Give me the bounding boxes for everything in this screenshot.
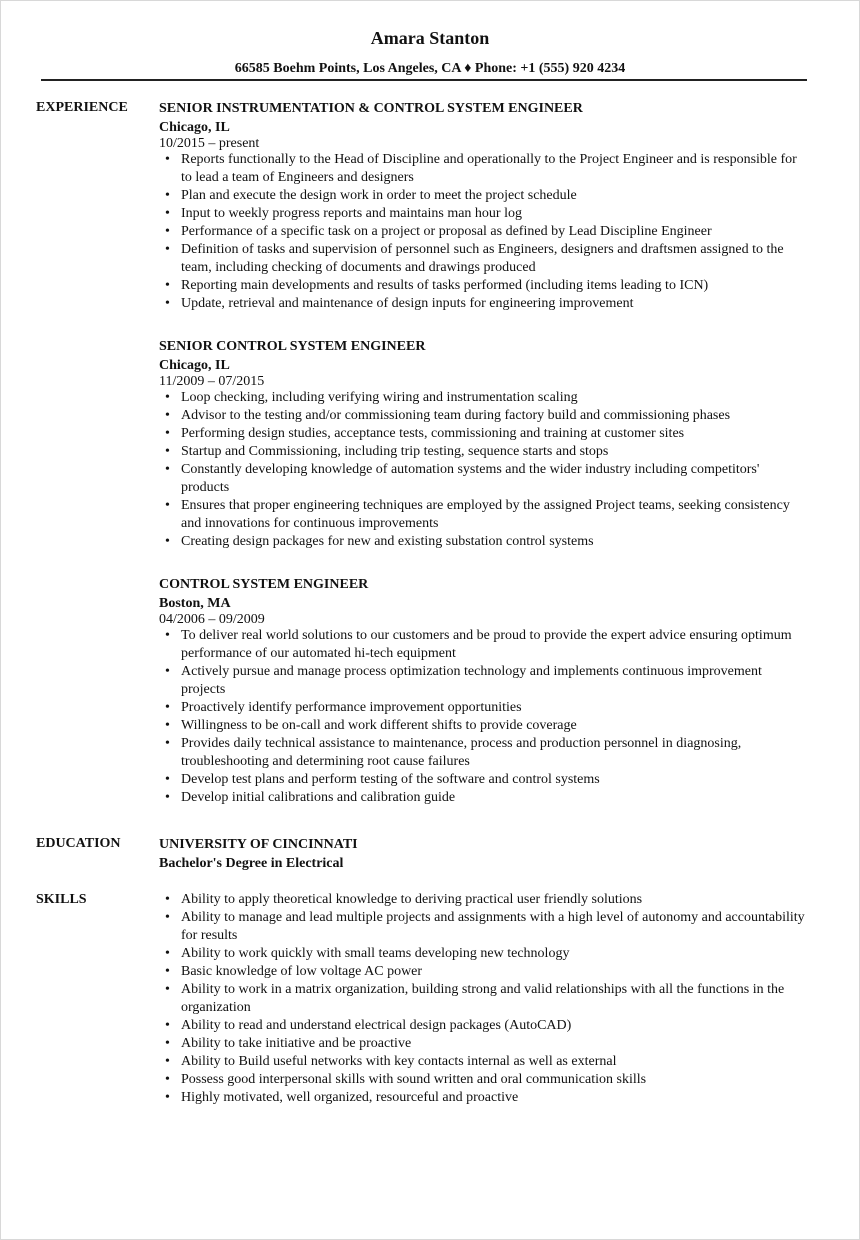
job-location: Chicago, IL bbox=[159, 358, 230, 373]
list-item: • Ability to manage and lead multiple projects and assignments with a high level of autonomy and accountability for results bbox=[159, 909, 809, 945]
list-item: • Ability to work in a matrix organization, building strong and valid relationships with all the functions in the organization bbox=[159, 981, 809, 1017]
list-item: • Provides daily technical assistance to maintenance, process and production personnel in diagnosing, troubleshooting and determining root cause failures bbox=[159, 735, 809, 771]
job-dates: 11/2009 – 07/2015 bbox=[159, 374, 265, 389]
list-item: • Ability to work quickly with small teams developing new technology bbox=[159, 945, 809, 963]
job-title: SENIOR INSTRUMENTATION & CONTROL SYSTEM ENGINEER bbox=[159, 101, 583, 116]
list-item: • Performance of a specific task on a project or proposal as defined by Lead Discipline Engineer bbox=[159, 223, 809, 241]
job-dates: 10/2015 – present bbox=[159, 136, 260, 151]
skills-heading: SKILLS bbox=[36, 892, 87, 907]
header-divider bbox=[41, 79, 807, 81]
list-item: • Input to weekly progress reports and maintains man hour log bbox=[159, 205, 809, 223]
list-item: • Ability to Build useful networks with key contacts internal as well as external bbox=[159, 1053, 809, 1071]
job-title: CONTROL SYSTEM ENGINEER bbox=[159, 577, 369, 592]
list-item: • Willingness to be on-call and work different shifts to provide coverage bbox=[159, 717, 809, 735]
list-item: • Plan and execute the design work in order to meet the project schedule bbox=[159, 187, 809, 205]
skills-list bbox=[159, 891, 809, 1107]
list-item: • Basic knowledge of low voltage AC power bbox=[159, 963, 809, 981]
list-item: • Definition of tasks and supervision of personnel such as Engineers, designers and draftsmen assigned to the team, including checking of documents and drawings produced bbox=[159, 241, 809, 277]
job-location: Boston, MA bbox=[159, 596, 231, 611]
education-heading: EDUCATION bbox=[36, 836, 121, 851]
education-school: UNIVERSITY OF CINCINNATI bbox=[159, 837, 358, 852]
list-item: • Creating design packages for new and existing substation control systems bbox=[159, 533, 809, 551]
list-item: • Ability to read and understand electrical design packages (AutoCAD) bbox=[159, 1017, 809, 1035]
list-item: • Develop test plans and perform testing of the software and control systems bbox=[159, 771, 809, 789]
experience-heading: EXPERIENCE bbox=[36, 100, 128, 115]
list-item: • Loop checking, including verifying wiring and instrumentation scaling bbox=[159, 389, 809, 407]
list-item: • To deliver real world solutions to our customers and be proud to provide the expert advice ensuring optimum performance of our automated hi-tech equipment bbox=[159, 627, 809, 663]
candidate-name: Amara Stanton bbox=[370, 28, 490, 48]
list-item: • Advisor to the testing and/or commissioning team during factory build and commissioning phases bbox=[159, 407, 809, 425]
education-degree: Bachelor's Degree in Electrical bbox=[159, 856, 344, 871]
list-item: • Ensures that proper engineering techniques are employed by the assigned Project teams, seeking consistency and innovations for continuous improvements bbox=[159, 497, 809, 533]
list-item: • Startup and Commissioning, including trip testing, sequence starts and stops bbox=[159, 443, 809, 461]
job-title: SENIOR CONTROL SYSTEM ENGINEER bbox=[159, 339, 426, 354]
job-dates: 04/2006 – 09/2009 bbox=[159, 612, 265, 627]
job-duties-list bbox=[159, 389, 809, 551]
list-item: • Proactively identify performance improvement opportunities bbox=[159, 699, 809, 717]
list-item: • Reporting main developments and results of tasks performed (including items leading to ICN) bbox=[159, 277, 809, 295]
list-item: • Performing design studies, acceptance tests, commissioning and training at customer sites bbox=[159, 425, 809, 443]
list-item: • Ability to apply theoretical knowledge to deriving practical user friendly solutions bbox=[159, 891, 809, 909]
list-item: • Constantly developing knowledge of automation systems and the wider industry including competitors' products bbox=[159, 461, 809, 497]
list-item: • Develop initial calibrations and calibration guide bbox=[159, 789, 809, 807]
job-duties-list bbox=[159, 627, 809, 807]
job-location: Chicago, IL bbox=[159, 120, 230, 135]
job-duties-list bbox=[159, 151, 809, 313]
list-item: • Actively pursue and manage process optimization technology and implements continuous improvement projects bbox=[159, 663, 809, 699]
list-item: • Update, retrieval and maintenance of design inputs for engineering improvement bbox=[159, 295, 809, 313]
list-item: • Ability to take initiative and be proactive bbox=[159, 1035, 809, 1053]
contact-line: 66585 Boehm Points, Los Angeles, CA ♦ Phone: +1 (555) 920 4234 bbox=[234, 61, 626, 76]
list-item: • Reports functionally to the Head of Discipline and operationally to the Project Engineer and is responsible for to lead a team of Engineers and designers bbox=[159, 151, 809, 187]
list-item: • Highly motivated, well organized, resourceful and proactive bbox=[159, 1089, 809, 1107]
list-item: • Possess good interpersonal skills with sound written and oral communication skills bbox=[159, 1071, 809, 1089]
